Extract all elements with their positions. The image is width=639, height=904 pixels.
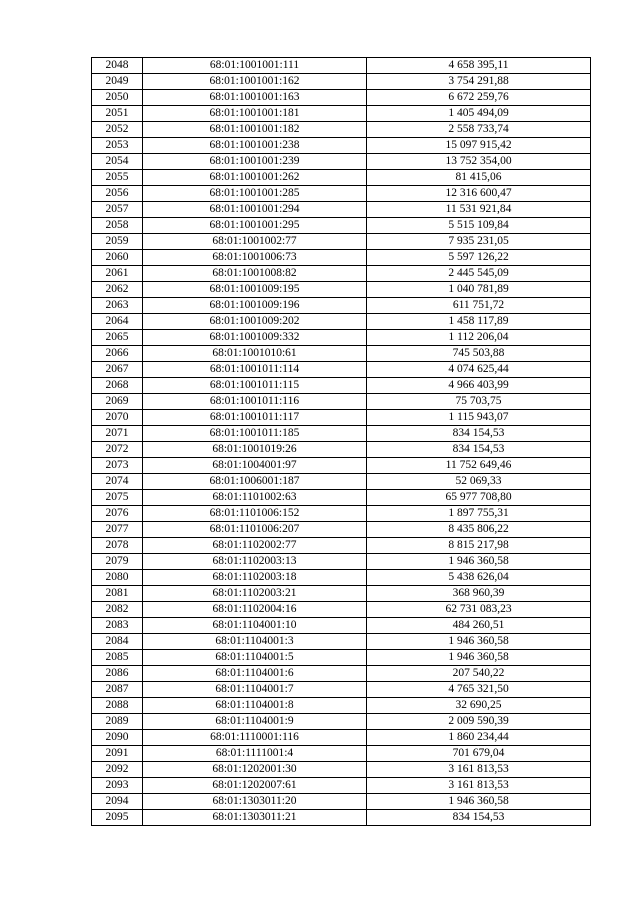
cadastral-number-cell: 68:01:1001001:163 <box>143 90 367 106</box>
cadastral-value-cell: 1 946 360,58 <box>367 554 591 570</box>
cadastral-number-cell: 68:01:1001009:202 <box>143 314 367 330</box>
row-number-cell: 2053 <box>92 138 143 154</box>
table-row <box>92 602 591 618</box>
cadastral-number-cell: 68:01:1102003:13 <box>143 554 367 570</box>
cadastral-value-cell: 1 897 755,31 <box>367 506 591 522</box>
cadastral-value-cell: 1 115 943,07 <box>367 410 591 426</box>
table-row <box>92 586 591 602</box>
cadastral-number-cell: 68:01:1104001:9 <box>143 714 367 730</box>
table-row <box>92 362 591 378</box>
table-row <box>92 570 591 586</box>
cadastral-number-cell: 68:01:1001001:285 <box>143 186 367 202</box>
cadastral-number-cell: 68:01:1001001:239 <box>143 154 367 170</box>
table-row <box>92 154 591 170</box>
cadastral-number-cell: 68:01:1104001:10 <box>143 618 367 634</box>
cadastral-number-cell: 68:01:1001001:162 <box>143 74 367 90</box>
table-row <box>92 474 591 490</box>
row-number-cell: 2086 <box>92 666 143 682</box>
cadastral-value-cell: 1 112 206,04 <box>367 330 591 346</box>
cadastral-value-cell: 8 435 806,22 <box>367 522 591 538</box>
row-number-cell: 2054 <box>92 154 143 170</box>
table-row <box>92 714 591 730</box>
table-row <box>92 106 591 122</box>
cadastral-number-cell: 68:01:1001006:73 <box>143 250 367 266</box>
row-number-cell: 2082 <box>92 602 143 618</box>
cadastral-number-cell: 68:01:1104001:7 <box>143 682 367 698</box>
row-number-cell: 2063 <box>92 298 143 314</box>
cadastral-value-cell: 65 977 708,80 <box>367 490 591 506</box>
row-number-cell: 2078 <box>92 538 143 554</box>
table-row <box>92 330 591 346</box>
row-number-cell: 2066 <box>92 346 143 362</box>
row-number-cell: 2057 <box>92 202 143 218</box>
cadastral-number-cell: 68:01:1001011:185 <box>143 426 367 442</box>
row-number-cell: 2089 <box>92 714 143 730</box>
cadastral-value-cell: 1 040 781,89 <box>367 282 591 298</box>
cadastral-value-cell: 32 690,25 <box>367 698 591 714</box>
cadastral-number-cell: 68:01:1104001:8 <box>143 698 367 714</box>
cadastral-number-cell: 68:01:1001019:26 <box>143 442 367 458</box>
cadastral-value-cell: 611 751,72 <box>367 298 591 314</box>
cadastral-value-cell: 81 415,06 <box>367 170 591 186</box>
cadastral-number-cell: 68:01:1001001:111 <box>143 58 367 74</box>
cadastral-value-cell: 1 946 360,58 <box>367 794 591 810</box>
row-number-cell: 2059 <box>92 234 143 250</box>
cadastral-value-cell: 7 935 231,05 <box>367 234 591 250</box>
cadastral-number-cell: 68:01:1001010:61 <box>143 346 367 362</box>
cadastral-number-cell: 68:01:1001011:114 <box>143 362 367 378</box>
row-number-cell: 2072 <box>92 442 143 458</box>
row-number-cell: 2091 <box>92 746 143 762</box>
table-row <box>92 378 591 394</box>
cadastral-number-cell: 68:01:1001009:332 <box>143 330 367 346</box>
cadastral-value-cell: 2 558 733,74 <box>367 122 591 138</box>
cadastral-number-cell: 68:01:1001001:238 <box>143 138 367 154</box>
row-number-cell: 2056 <box>92 186 143 202</box>
table-row <box>92 394 591 410</box>
cadastral-value-cell: 2 009 590,39 <box>367 714 591 730</box>
table-row <box>92 170 591 186</box>
row-number-cell: 2092 <box>92 762 143 778</box>
table-row <box>92 666 591 682</box>
cadastral-number-cell: 68:01:1001001:181 <box>143 106 367 122</box>
cadastral-value-cell: 1 405 494,09 <box>367 106 591 122</box>
table-row <box>92 442 591 458</box>
cadastral-value-cell: 8 815 217,98 <box>367 538 591 554</box>
row-number-cell: 2079 <box>92 554 143 570</box>
row-number-cell: 2083 <box>92 618 143 634</box>
table-row <box>92 538 591 554</box>
table-row <box>92 762 591 778</box>
row-number-cell: 2073 <box>92 458 143 474</box>
cadastral-value-cell: 62 731 083,23 <box>367 602 591 618</box>
row-number-cell: 2071 <box>92 426 143 442</box>
cadastral-value-cell: 3 161 813,53 <box>367 778 591 794</box>
row-number-cell: 2058 <box>92 218 143 234</box>
cadastral-value-cell: 4 966 403,99 <box>367 378 591 394</box>
cadastral-value-cell: 484 260,51 <box>367 618 591 634</box>
row-number-cell: 2064 <box>92 314 143 330</box>
cadastral-value-cell: 5 438 626,04 <box>367 570 591 586</box>
cadastral-value-cell: 701 679,04 <box>367 746 591 762</box>
cadastral-number-cell: 68:01:1001011:115 <box>143 378 367 394</box>
table-row <box>92 682 591 698</box>
row-number-cell: 2050 <box>92 90 143 106</box>
table-row <box>92 250 591 266</box>
row-number-cell: 2055 <box>92 170 143 186</box>
table-row <box>92 634 591 650</box>
row-number-cell: 2081 <box>92 586 143 602</box>
cadastral-number-cell: 68:01:1110001:116 <box>143 730 367 746</box>
cadastral-value-cell: 11 531 921,84 <box>367 202 591 218</box>
table-row <box>92 410 591 426</box>
cadastral-value-cell: 5 515 109,84 <box>367 218 591 234</box>
cadastral-value-table <box>91 57 591 826</box>
cadastral-number-cell: 68:01:1001001:182 <box>143 122 367 138</box>
row-number-cell: 2094 <box>92 794 143 810</box>
row-number-cell: 2052 <box>92 122 143 138</box>
table-row <box>92 794 591 810</box>
cadastral-number-cell: 68:01:1001008:82 <box>143 266 367 282</box>
row-number-cell: 2090 <box>92 730 143 746</box>
cadastral-number-cell: 68:01:1202007:61 <box>143 778 367 794</box>
table-body <box>92 58 591 826</box>
table-row <box>92 506 591 522</box>
row-number-cell: 2051 <box>92 106 143 122</box>
cadastral-number-cell: 68:01:1101006:207 <box>143 522 367 538</box>
cadastral-number-cell: 68:01:1102004:16 <box>143 602 367 618</box>
table-row <box>92 74 591 90</box>
cadastral-value-cell: 4 074 625,44 <box>367 362 591 378</box>
cadastral-value-cell: 3 161 813,53 <box>367 762 591 778</box>
cadastral-value-cell: 1 458 117,89 <box>367 314 591 330</box>
table-row <box>92 298 591 314</box>
cadastral-value-cell: 3 754 291,88 <box>367 74 591 90</box>
cadastral-value-cell: 745 503,88 <box>367 346 591 362</box>
cadastral-number-cell: 68:01:1001001:262 <box>143 170 367 186</box>
row-number-cell: 2062 <box>92 282 143 298</box>
cadastral-number-cell: 68:01:1001002:77 <box>143 234 367 250</box>
table-row <box>92 346 591 362</box>
cadastral-number-cell: 68:01:1104001:6 <box>143 666 367 682</box>
cadastral-value-cell: 207 540,22 <box>367 666 591 682</box>
cadastral-value-cell: 1 946 360,58 <box>367 634 591 650</box>
row-number-cell: 2075 <box>92 490 143 506</box>
cadastral-number-cell: 68:01:1102003:21 <box>143 586 367 602</box>
cadastral-value-cell: 11 752 649,46 <box>367 458 591 474</box>
cadastral-number-cell: 68:01:1101006:152 <box>143 506 367 522</box>
table-row <box>92 426 591 442</box>
table-row <box>92 314 591 330</box>
cadastral-number-cell: 68:01:1303011:21 <box>143 810 367 826</box>
cadastral-number-cell: 68:01:1001001:295 <box>143 218 367 234</box>
row-number-cell: 2080 <box>92 570 143 586</box>
cadastral-value-cell: 2 445 545,09 <box>367 266 591 282</box>
cadastral-number-cell: 68:01:1001011:117 <box>143 410 367 426</box>
cadastral-number-cell: 68:01:1001009:196 <box>143 298 367 314</box>
cadastral-number-cell: 68:01:1303011:20 <box>143 794 367 810</box>
cadastral-number-cell: 68:01:1104001:5 <box>143 650 367 666</box>
cadastral-number-cell: 68:01:1111001:4 <box>143 746 367 762</box>
row-number-cell: 2061 <box>92 266 143 282</box>
cadastral-value-cell: 4 765 321,50 <box>367 682 591 698</box>
row-number-cell: 2069 <box>92 394 143 410</box>
cadastral-number-cell: 68:01:1102002:77 <box>143 538 367 554</box>
cadastral-number-cell: 68:01:1202001:30 <box>143 762 367 778</box>
cadastral-value-cell: 15 097 915,42 <box>367 138 591 154</box>
row-number-cell: 2085 <box>92 650 143 666</box>
table-row <box>92 810 591 826</box>
cadastral-value-cell: 75 703,75 <box>367 394 591 410</box>
row-number-cell: 2060 <box>92 250 143 266</box>
table-row <box>92 90 591 106</box>
cadastral-value-cell: 52 069,33 <box>367 474 591 490</box>
row-number-cell: 2088 <box>92 698 143 714</box>
cadastral-value-cell: 1 860 234,44 <box>367 730 591 746</box>
cadastral-value-cell: 834 154,53 <box>367 810 591 826</box>
row-number-cell: 2095 <box>92 810 143 826</box>
cadastral-value-cell: 6 672 259,76 <box>367 90 591 106</box>
cadastral-number-cell: 68:01:1001009:195 <box>143 282 367 298</box>
cadastral-number-cell: 68:01:1006001:187 <box>143 474 367 490</box>
table-row <box>92 202 591 218</box>
cadastral-value-cell: 12 316 600,47 <box>367 186 591 202</box>
cadastral-value-cell: 1 946 360,58 <box>367 650 591 666</box>
table-row <box>92 218 591 234</box>
table-row <box>92 458 591 474</box>
cadastral-value-cell: 13 752 354,00 <box>367 154 591 170</box>
table-row <box>92 234 591 250</box>
table-row <box>92 698 591 714</box>
cadastral-number-cell: 68:01:1101002:63 <box>143 490 367 506</box>
row-number-cell: 2070 <box>92 410 143 426</box>
cadastral-value-cell: 5 597 126,22 <box>367 250 591 266</box>
table-row <box>92 650 591 666</box>
table-row <box>92 266 591 282</box>
table-row <box>92 122 591 138</box>
table-row <box>92 490 591 506</box>
cadastral-value-cell: 834 154,53 <box>367 442 591 458</box>
row-number-cell: 2076 <box>92 506 143 522</box>
row-number-cell: 2068 <box>92 378 143 394</box>
row-number-cell: 2067 <box>92 362 143 378</box>
row-number-cell: 2087 <box>92 682 143 698</box>
table-row <box>92 58 591 74</box>
row-number-cell: 2084 <box>92 634 143 650</box>
row-number-cell: 2074 <box>92 474 143 490</box>
table-row <box>92 282 591 298</box>
row-number-cell: 2065 <box>92 330 143 346</box>
cadastral-number-cell: 68:01:1001001:294 <box>143 202 367 218</box>
table-row <box>92 186 591 202</box>
row-number-cell: 2049 <box>92 74 143 90</box>
table-row <box>92 522 591 538</box>
cadastral-value-cell: 834 154,53 <box>367 426 591 442</box>
row-number-cell: 2093 <box>92 778 143 794</box>
row-number-cell: 2077 <box>92 522 143 538</box>
row-number-cell: 2048 <box>92 58 143 74</box>
cadastral-number-cell: 68:01:1104001:3 <box>143 634 367 650</box>
cadastral-number-cell: 68:01:1004001:97 <box>143 458 367 474</box>
table-row <box>92 778 591 794</box>
table-row <box>92 730 591 746</box>
cadastral-value-cell: 368 960,39 <box>367 586 591 602</box>
cadastral-value-cell: 4 658 395,11 <box>367 58 591 74</box>
cadastral-number-cell: 68:01:1001011:116 <box>143 394 367 410</box>
table-row <box>92 138 591 154</box>
cadastral-number-cell: 68:01:1102003:18 <box>143 570 367 586</box>
table-row <box>92 618 591 634</box>
table-row <box>92 746 591 762</box>
table-row <box>92 554 591 570</box>
